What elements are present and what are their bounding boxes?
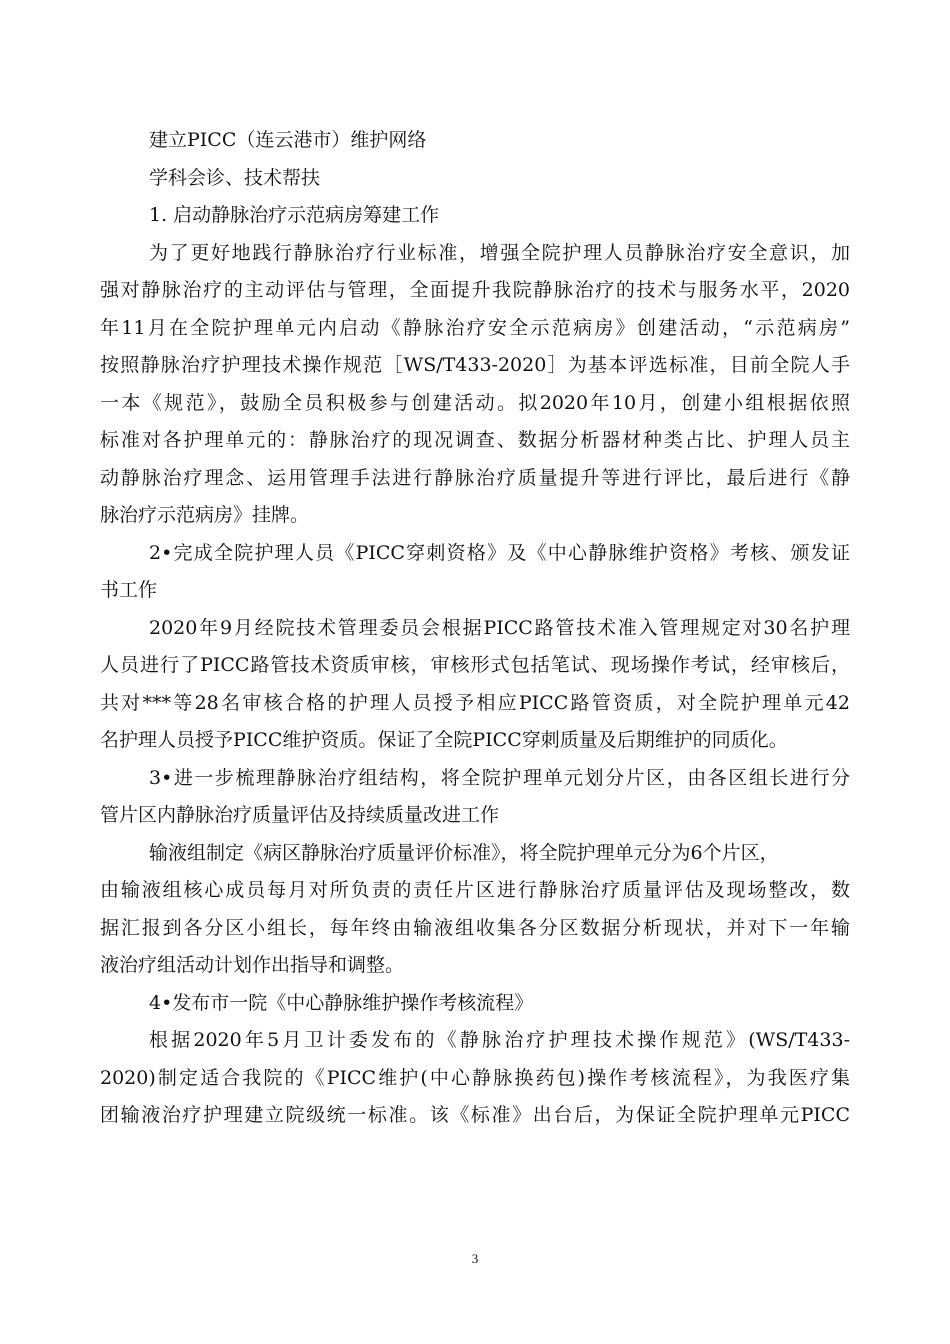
text-line: 输液组制定《病区静脉治疗质量评价标准》，将全院护理单元分为6个片区， [149,841,779,864]
text-line: 按照静脉治疗护理技术操作规范［WS/T433-2020］为基本评选标准，目前全院人手 [100,354,850,376]
text-line: 强对静脉治疗的主动评估与管理，全面提升我院静脉治疗的技术与服务水平，2020 [100,279,850,301]
document-body [100,122,850,1135]
text-line: 标准对各护理单元的：静脉治疗的现况调查、数据分析器材种类占比、护理人员主 [100,429,850,451]
text-line: 1. 启动静脉治疗示范病房筹建工作 [149,204,440,226]
page-number: 3 [471,1251,479,1266]
text-line: 根据2020年5月卫计委发布的《静脉治疗护理技术操作规范》(WS/T433- [149,1029,850,1051]
text-line: 2020年9月经院技术管理委员会根据PICC路管技术准入管理规定对30名护理 [149,616,850,639]
text-line: 2020)制定适合我院的《PICC维护(中心静脉换药包)操作考核流程》，为我医疗集 [100,1066,850,1089]
text-line: 由输液组核心成员每月对所负责的责任片区进行静脉治疗质量评估及现场整改，数 [100,879,850,901]
text-line: 共对***等28名审核合格的护理人员授予相应PICC路管资质，对全院护理单元42 [100,691,850,714]
text-line: 书工作 [100,579,158,601]
text-line: 4•发布市一院《中心静脉维护操作考核流程》 [149,991,534,1014]
text-line: 建立PICC（连云港市）维护网络 [149,129,427,151]
text-line: 脉治疗示范病房》挂牌。 [100,504,310,526]
text-line: 据汇报到各分区小组长，每年终由输液组收集各分区数据分析现状，并对下一年输 [100,916,850,939]
text-line: 一本《规范》，鼓励全员积极参与创建活动。拟2020年10月，创建小组根据依照 [100,391,850,414]
text-line: 名护理人员授予PICC维护资质。保证了全院PICC穿刺质量及后期维护的同质化。 [100,729,788,751]
text-line: 学科会诊、技术帮扶 [149,166,321,189]
text-line: 为了更好地践行静脉治疗行业标准，增强全院护理人员静脉治疗安全意识，加 [149,241,850,264]
text-line: 团输液治疗护理建立院级统一标准。该《标准》出台后，为保证全院护理单元PICC [100,1104,850,1126]
text-line: 管片区内静脉治疗质量评估及持续质量改进工作 [100,804,500,826]
text-line: 液治疗组活动计划作出指导和调整。 [100,954,405,976]
text-line: 3•进一步梳理静脉治疗组结构，将全院护理单元划分片区，由各区组长进行分 [149,766,850,789]
text-line: 年11月在全院护理单元内启动《静脉治疗安全示范病房》创建活动，“示范病房” [100,316,850,339]
text-line: 人员进行了PICC路管技术资质审核，审核形式包括笔试、现场操作考试，经审核后， [100,654,850,676]
text-line: 2•完成全院护理人员《PICC穿刺资格》及《中心静脉维护资格》考核、颁发证 [149,541,850,564]
text-line: 动静脉治疗理念、运用管理手法进行静脉治疗质量提升等进行评比，最后进行《静 [100,466,850,489]
